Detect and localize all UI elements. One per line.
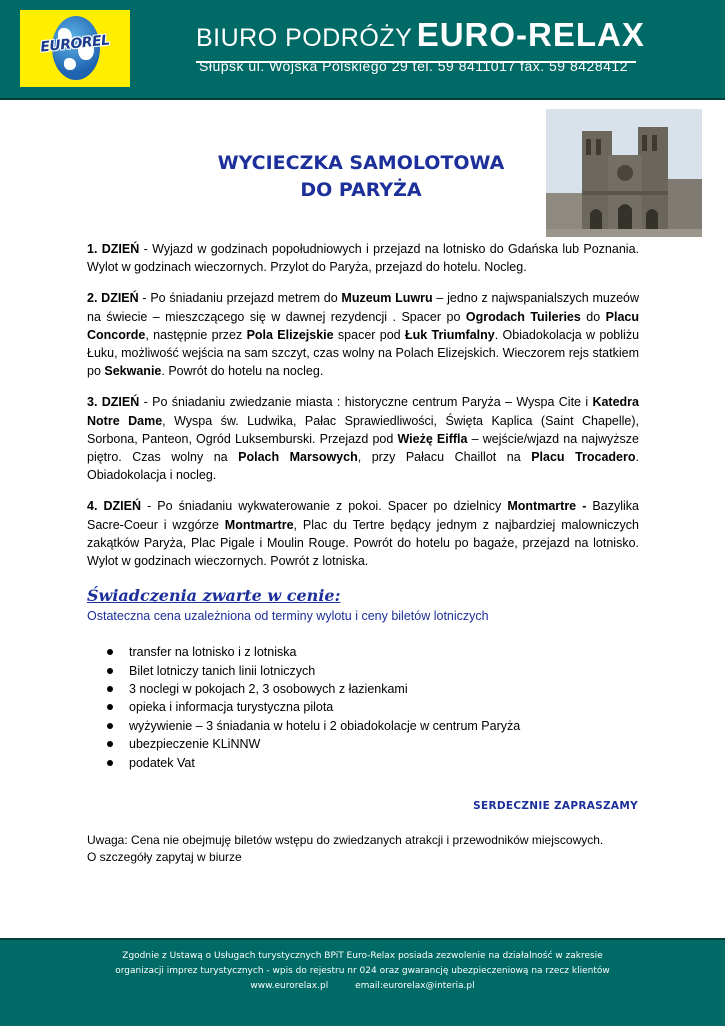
day-label: 1. DZIEŃ [87, 242, 140, 256]
price-note-line2: O szczegóły zapytaj w biurze [87, 850, 242, 864]
day-4-description: 4. DZIEŃ - Po śniadaniu wykwaterowanie z pokoi. Spacer po dzielnicy Montmartre - Bazylika Sacre-Coeur i wzgórze Montmartre, Plac du Tertre będący jednym z najbardziej malowniczych zakątków Paryża, Plac Pigale i Moulin Rouge. Powrót do hotelu po bagaże, przejazd na lotnisko. Wylot w godzinach wieczornych. Powrót z lotniska. [87, 499, 639, 569]
day-label: 2. DZIEŃ [87, 291, 139, 306]
price-note-line1: Uwaga: Cena nie obejmuję biletów wstępu do zwiedzanych atrakcji i przewodników miejscowych. [87, 833, 604, 847]
trip-title-line2: DO PARYŻA [300, 179, 422, 201]
trip-title [196, 150, 526, 204]
footer-banner [0, 938, 725, 1026]
footer-legal-line1: Zgodnie z Ustawą o Usługach turystycznych BPiT Euro-Relax posiada zezwolenie na działalność w zakresie [122, 951, 603, 961]
price-note [87, 832, 647, 866]
invitation-text: SERDECZNIE ZAPRASZAMY [473, 800, 638, 812]
header-banner [0, 0, 725, 100]
trip-title-line1: WYCIECZKA SAMOLOTOWA [217, 152, 505, 174]
list-item: wyżywienie – 3 śniadania w hotelu i 2 obiadokolacje w centrum Paryża [107, 717, 639, 735]
agency-name [196, 16, 645, 63]
trip-program [87, 240, 639, 772]
company-logo [20, 10, 130, 87]
day-label: 4. DZIEŃ [87, 499, 141, 514]
bullet-icon [107, 686, 113, 692]
cathedral-illustration [546, 109, 702, 237]
list-item: 3 noclegi w pokojach 2, 3 osobowych z łazienkami [107, 680, 639, 698]
day-label: 3. DZIEŃ [87, 395, 140, 410]
website-link[interactable]: www.eurorelax.pl [250, 981, 329, 991]
list-item: transfer na lotnisko i z lotniska [107, 643, 639, 661]
agency-address: Słupsk ul. Wojska Polskiego 29 tel. 59 8411017 fax. 59 8428412 [199, 58, 628, 74]
day-2-description: 2. DZIEŃ - Po śniadaniu przejazd metrem do Muzeum Luwru – jedno z najwspanialszych muzeów na świecie – mieszczącego się w dawnej rezydencji . Spacer po Ogrodach Tuileries do Placu Concorde, następnie przez Pola Elizejskie spacer pod Łuk Triumfalny. Obiadokolacja w pobliżu Łuku, możliwość wejścia na sam szczyt, czas wolny na Polach Elizejskich. Wieczorem rejs statkiem po Sekwanie. Powrót do hotelu na nocleg. [87, 291, 640, 379]
list-item: opieka i informacja turystyczna pilota [107, 698, 639, 716]
included-heading: Świadczenia zwarte w cenie: [87, 586, 341, 606]
agency-name-brand: EURO-RELAX [416, 16, 645, 53]
bullet-icon [107, 760, 113, 766]
bullet-icon [107, 704, 113, 710]
bullet-icon [107, 668, 113, 674]
logo-text: EUROREL [39, 32, 111, 56]
agency-name-prefix: BIURO PODRÓŻY [196, 24, 413, 52]
footer-legal-line2: organizacji imprez turystycznych - wpis do rejestru nr 024 oraz gwarancję ubezpieczeniową na rzecz klientów [115, 966, 610, 976]
bullet-icon [107, 723, 113, 729]
day-1-description: 1. DZIEŃ - Wyjazd w godzinach popołudniowych i przejazd na lotnisko do Gdańska lub Poznania. Wylot w godzinach wieczornych. Przylot do Paryża, przejazd do hotelu. Nocleg. [87, 242, 639, 275]
list-item: ubezpieczenie KLiNNW [107, 735, 639, 753]
day-3-description: 3. DZIEŃ - Po śniadaniu zwiedzanie miasta : historyczne centrum Paryża – Wyspa Cite i Katedra Notre Dame, Wyspa św. Ludwika, Pałac Sprawiedliwości, Święta Kaplica (Saint Chapelle), Sorbona, Panteon, Ogród Luksemburski. Przejazd pod Wieżę Eiffla – wejście/wjazd na najwyższe piętro. Czas wolny na Polach Marsowych, przy Pałacu Chaillot na Placu Trocadero. Obiadokolacja i nocleg. [87, 395, 639, 483]
included-list [87, 643, 639, 772]
notre-dame-photo [546, 109, 702, 237]
bullet-icon [107, 649, 113, 655]
footer-contacts [0, 979, 725, 994]
email-link[interactable]: email:eurorelax@interia.pl [355, 981, 475, 991]
included-subheading: Ostateczna cena uzależniona od terminy wylotu i ceny biletów lotniczych [87, 609, 489, 624]
list-item: Bilet lotniczy tanich linii lotniczych [107, 662, 639, 680]
list-item: podatek Vat [107, 754, 639, 772]
bullet-icon [107, 741, 113, 747]
